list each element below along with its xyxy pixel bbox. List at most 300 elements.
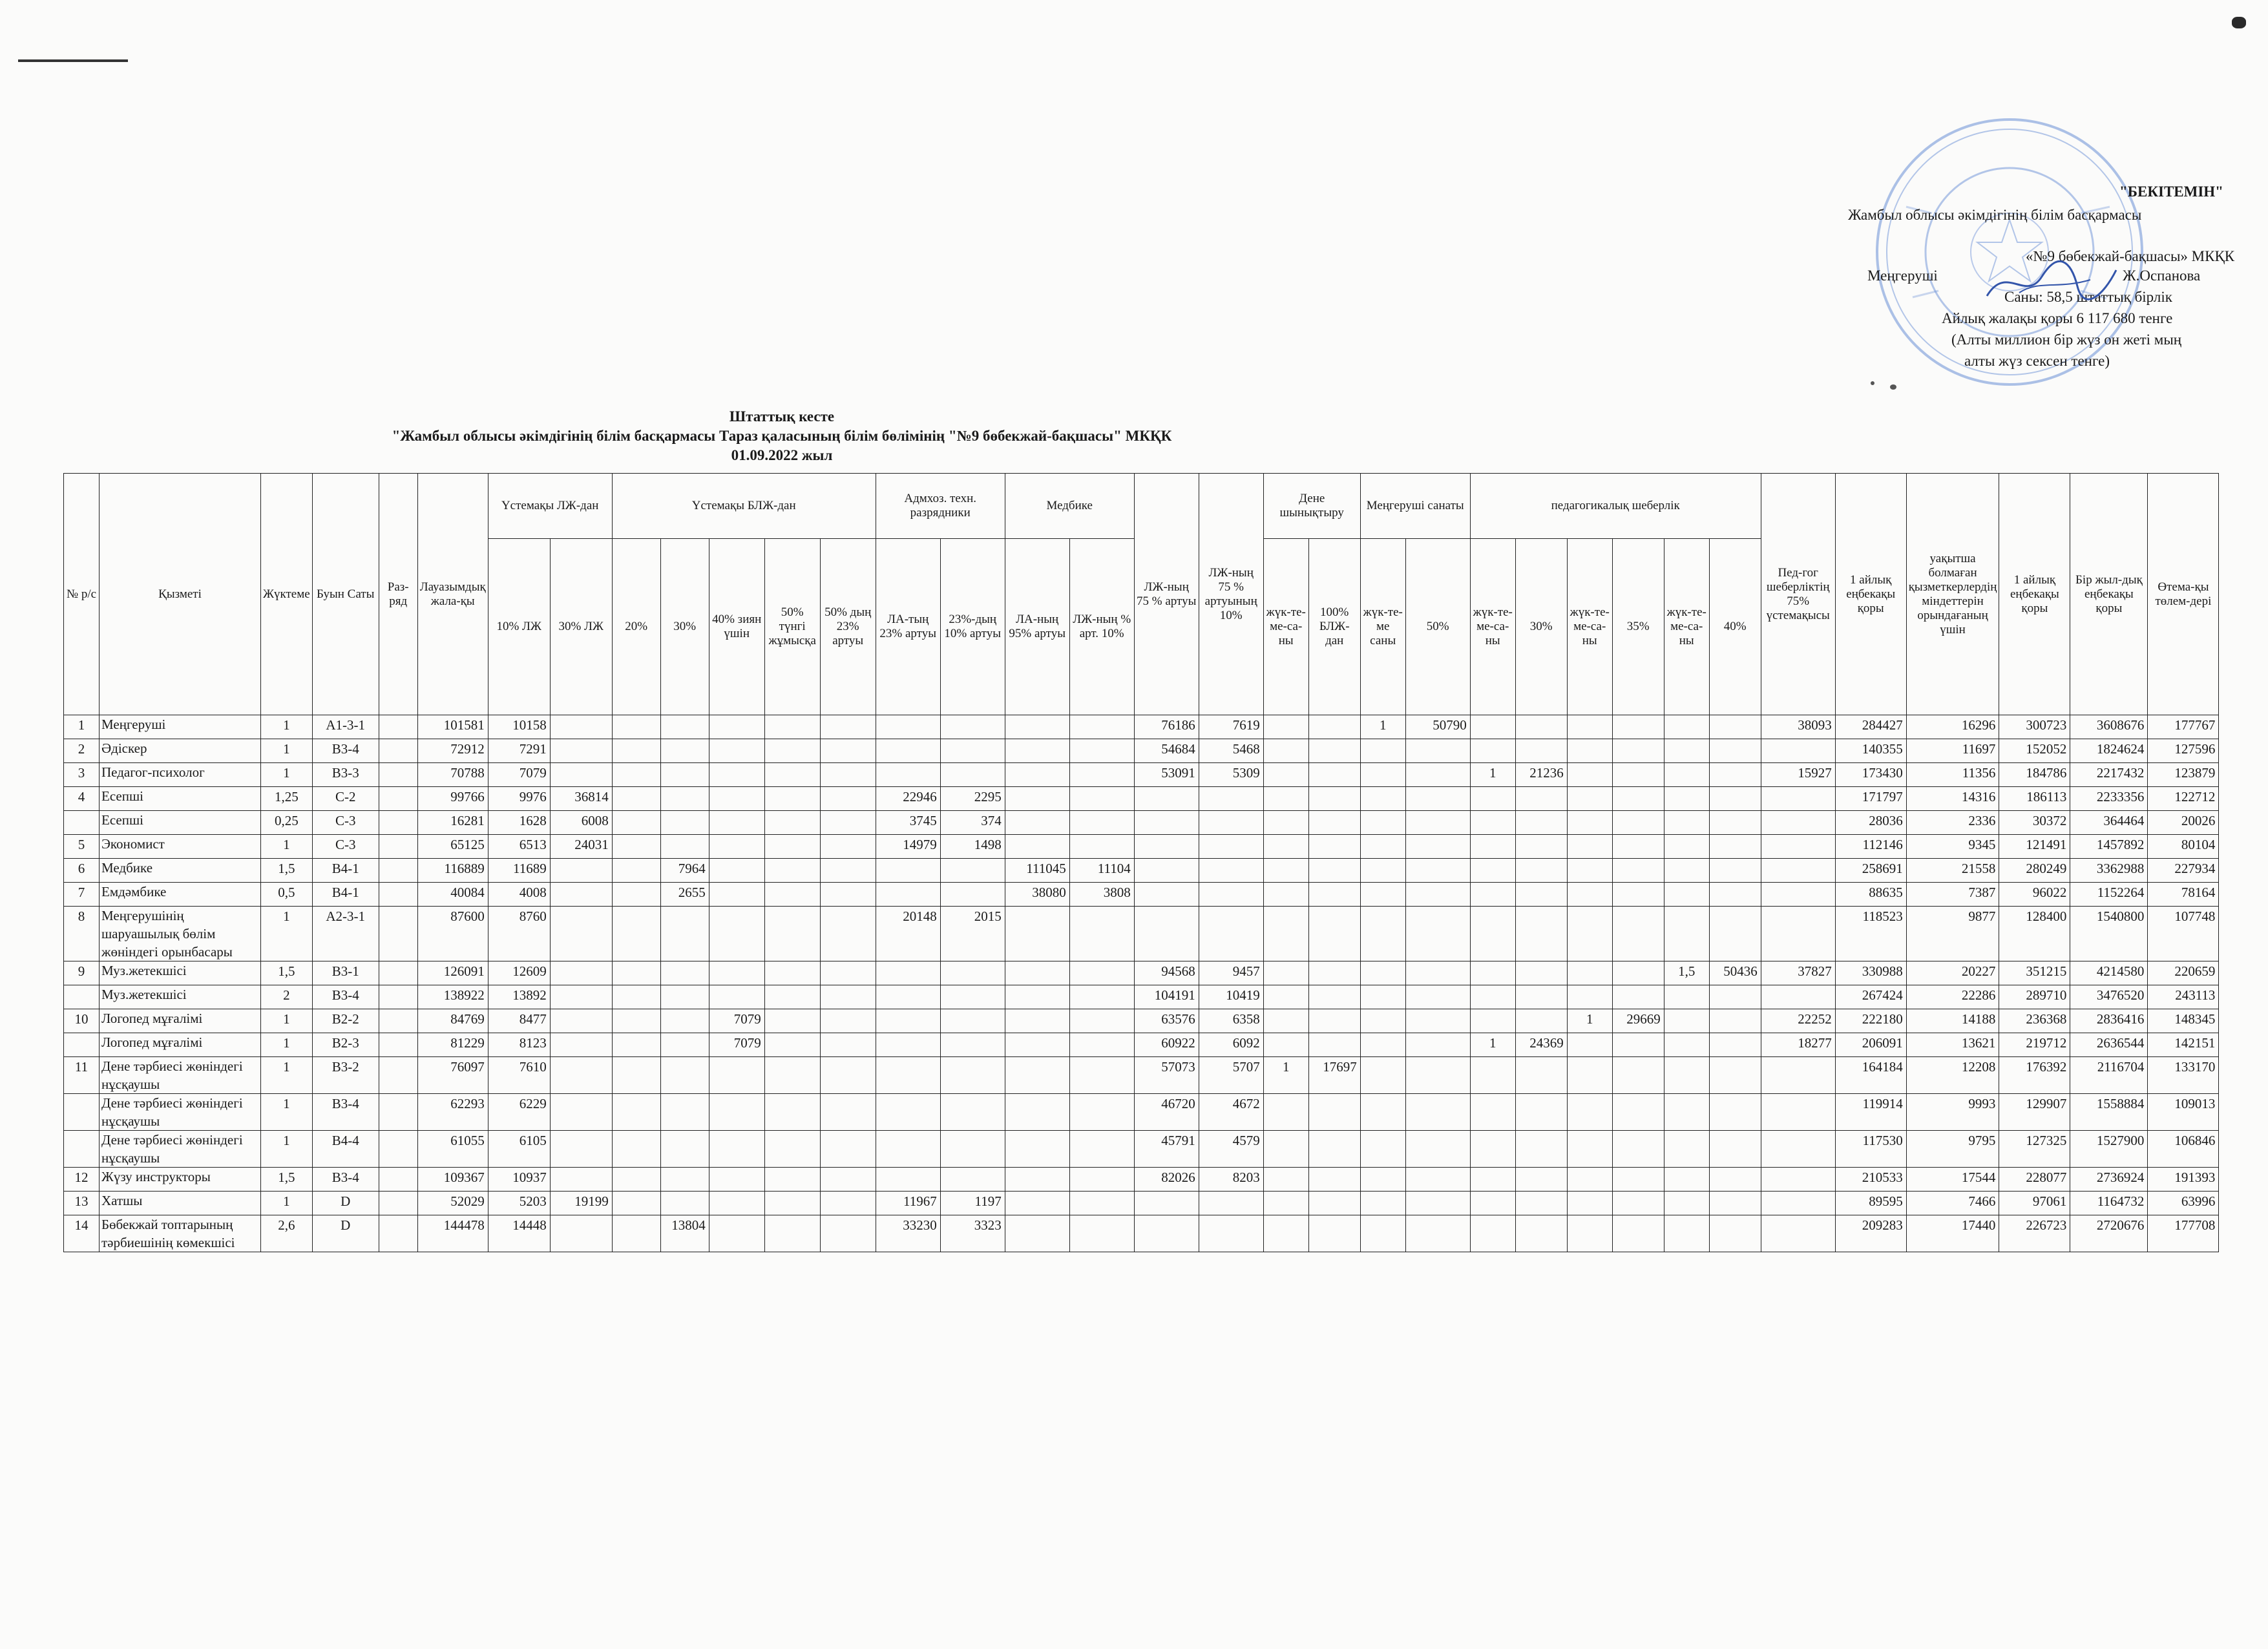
cell-hc50 xyxy=(1405,961,1470,985)
cell-mf2: 184786 xyxy=(1999,763,2070,787)
cell-c20 xyxy=(612,1094,660,1131)
cell-la10 xyxy=(940,859,1005,883)
cell-load: 1 xyxy=(261,1192,313,1215)
cell-pq35 xyxy=(1612,1033,1664,1057)
cell-sal: 16281 xyxy=(417,811,488,835)
cell-pq30 xyxy=(1515,961,1567,985)
cell-b30 xyxy=(550,907,612,961)
cell-c5023 xyxy=(820,1215,876,1252)
cell-c5023 xyxy=(820,1168,876,1192)
cell-b10: 9976 xyxy=(488,787,550,811)
cell-hc xyxy=(1360,883,1405,907)
cell-vac: 13621 xyxy=(1906,1033,1999,1057)
cell-l75t: 5309 xyxy=(1199,763,1263,787)
cell-l75t: 6358 xyxy=(1199,1009,1263,1033)
cell-ph100 xyxy=(1308,1131,1360,1168)
cell-hc xyxy=(1360,1168,1405,1192)
cell-b30 xyxy=(550,1094,612,1131)
cell-pq1 xyxy=(1470,1131,1515,1168)
table-row xyxy=(64,1094,2219,1131)
cell-grade: А2-3-1 xyxy=(312,907,379,961)
cell-l75t: 8203 xyxy=(1199,1168,1263,1192)
cell-hc50 xyxy=(1405,763,1470,787)
col-monthly-fund: 1 айлық еңбекақы қоры xyxy=(1835,474,1906,715)
cell-n: 10 xyxy=(64,1009,100,1033)
cell-p75: 18277 xyxy=(1761,1033,1835,1057)
cell-n: 14 xyxy=(64,1215,100,1252)
cell-c5023 xyxy=(820,1192,876,1215)
cell-l75 xyxy=(1134,907,1199,961)
cell-c5023 xyxy=(820,859,876,883)
cell-la10 xyxy=(940,1094,1005,1131)
approval-fund-words-1: (Алты миллион бір жүз он жеті мың xyxy=(1951,331,2182,348)
cell-c40 xyxy=(709,835,764,859)
cell-yr: 2836416 xyxy=(2070,1009,2148,1033)
cell-b30 xyxy=(550,1009,612,1033)
scan-corner-mark xyxy=(2232,17,2246,28)
cell-rank xyxy=(379,1009,417,1033)
cell-c50 xyxy=(764,715,820,739)
cell-hc xyxy=(1360,1033,1405,1057)
cell-la23 xyxy=(876,1131,940,1168)
col-nurse: Медбике xyxy=(1005,474,1134,539)
cell-n xyxy=(64,1131,100,1168)
cell-rank xyxy=(379,1215,417,1252)
approval-unit: «№9 бөбекжай-бақшасы» МКҚК xyxy=(2026,248,2235,264)
cell-vac: 9877 xyxy=(1906,907,1999,961)
cell-c20 xyxy=(612,883,660,907)
cell-pos: Логопед мұғалімі xyxy=(100,1033,261,1057)
cell-pos: Есепші xyxy=(100,811,261,835)
cell-hc xyxy=(1360,1192,1405,1215)
cell-pq3 xyxy=(1567,907,1612,961)
cell-hc xyxy=(1360,811,1405,835)
cell-l75 xyxy=(1134,787,1199,811)
cell-l75t: 6092 xyxy=(1199,1033,1263,1057)
table-row xyxy=(64,985,2219,1009)
cell-c40: 7079 xyxy=(709,1033,764,1057)
cell-mf2: 30372 xyxy=(1999,811,2070,835)
cell-b30 xyxy=(550,739,612,763)
cell-pq1 xyxy=(1470,1009,1515,1033)
cell-c30 xyxy=(660,1057,709,1094)
cell-pq1: 1 xyxy=(1470,763,1515,787)
cell-la23 xyxy=(876,715,940,739)
approval-head-label: Меңгеруші xyxy=(1867,268,1938,284)
cell-pq35 xyxy=(1612,859,1664,883)
cell-pq4 xyxy=(1664,1192,1709,1215)
cell-n: 6 xyxy=(64,859,100,883)
cell-pos: Бөбекжай топтарының тәрбиешінің көмекшісі xyxy=(100,1215,261,1252)
cell-sal: 109367 xyxy=(417,1168,488,1192)
cell-c20 xyxy=(612,787,660,811)
cell-pq35 xyxy=(1612,985,1664,1009)
cell-pq1 xyxy=(1470,1192,1515,1215)
cell-ph xyxy=(1263,715,1308,739)
cell-hc50 xyxy=(1405,1168,1470,1192)
sub-header: ЛА-ның 95% артуы xyxy=(1005,539,1069,715)
cell-c40: 7079 xyxy=(709,1009,764,1033)
cell-l75 xyxy=(1134,1192,1199,1215)
cell-pq4 xyxy=(1664,715,1709,739)
cell-lzh10 xyxy=(1069,1033,1134,1057)
cell-p75 xyxy=(1761,1192,1835,1215)
cell-p75 xyxy=(1761,835,1835,859)
sub-header: ЛА-тың 23% артуы xyxy=(876,539,940,715)
cell-c5023 xyxy=(820,961,876,985)
cell-mf: 88635 xyxy=(1835,883,1906,907)
cell-n: 13 xyxy=(64,1192,100,1215)
cell-la10 xyxy=(940,1168,1005,1192)
cell-lzh10 xyxy=(1069,1057,1134,1094)
cell-pq1 xyxy=(1470,787,1515,811)
cell-pq30 xyxy=(1515,1131,1567,1168)
cell-mf: 89595 xyxy=(1835,1192,1906,1215)
table-row xyxy=(64,1009,2219,1033)
cell-la23 xyxy=(876,763,940,787)
cell-mf: 222180 xyxy=(1835,1009,1906,1033)
cell-b30 xyxy=(550,859,612,883)
cell-mf: 112146 xyxy=(1835,835,1906,859)
cell-la23 xyxy=(876,1009,940,1033)
cell-b30 xyxy=(550,715,612,739)
cell-pq30 xyxy=(1515,811,1567,835)
cell-ph: 1 xyxy=(1263,1057,1308,1094)
cell-pq30 xyxy=(1515,835,1567,859)
cell-l75 xyxy=(1134,883,1199,907)
cell-pq1 xyxy=(1470,907,1515,961)
cell-l75t: 5468 xyxy=(1199,739,1263,763)
cell-rank xyxy=(379,961,417,985)
cell-pq4 xyxy=(1664,907,1709,961)
cell-c40 xyxy=(709,763,764,787)
cell-la10: 2295 xyxy=(940,787,1005,811)
cell-p75 xyxy=(1761,1215,1835,1252)
cell-grade: В3-4 xyxy=(312,1168,379,1192)
cell-c50 xyxy=(764,1215,820,1252)
cell-n: 5 xyxy=(64,835,100,859)
cell-la10 xyxy=(940,883,1005,907)
cell-b30: 19199 xyxy=(550,1192,612,1215)
cell-pq40 xyxy=(1709,1192,1761,1215)
cell-grade: В2-2 xyxy=(312,1009,379,1033)
cell-lzh10 xyxy=(1069,1192,1134,1215)
cell-b30 xyxy=(550,1168,612,1192)
cell-ph100 xyxy=(1308,1009,1360,1033)
cell-pq3 xyxy=(1567,763,1612,787)
cell-hc50 xyxy=(1405,811,1470,835)
cell-c50 xyxy=(764,787,820,811)
cell-ph xyxy=(1263,739,1308,763)
cell-c50 xyxy=(764,1094,820,1131)
cell-mf: 258691 xyxy=(1835,859,1906,883)
cell-yr: 3476520 xyxy=(2070,985,2148,1009)
cell-load: 1 xyxy=(261,739,313,763)
cell-c30 xyxy=(660,1094,709,1131)
col-grade: Буын Саты xyxy=(312,474,379,715)
cell-pq35 xyxy=(1612,907,1664,961)
cell-la10: 2015 xyxy=(940,907,1005,961)
cell-pq3 xyxy=(1567,883,1612,907)
cell-l75t xyxy=(1199,859,1263,883)
cell-c40 xyxy=(709,907,764,961)
cell-vac: 21558 xyxy=(1906,859,1999,883)
cell-la95 xyxy=(1005,811,1069,835)
cell-sal: 84769 xyxy=(417,1009,488,1033)
cell-c20 xyxy=(612,715,660,739)
document-title: Штаттық кесте xyxy=(729,408,835,425)
cell-mf: 117530 xyxy=(1835,1131,1906,1168)
cell-rank xyxy=(379,859,417,883)
cell-pq4 xyxy=(1664,1057,1709,1094)
cell-load: 1,5 xyxy=(261,859,313,883)
cell-b30 xyxy=(550,1033,612,1057)
cell-pos: Логопед мұғалімі xyxy=(100,1009,261,1033)
cell-ph xyxy=(1263,883,1308,907)
cell-c30: 13804 xyxy=(660,1215,709,1252)
cell-yr: 2233356 xyxy=(2070,787,2148,811)
cell-pos: Меңгерушінің шаруашылық бөлім жөніндегі орынбасары xyxy=(100,907,261,961)
cell-pq4 xyxy=(1664,835,1709,859)
cell-pq30 xyxy=(1515,1192,1567,1215)
cell-p75 xyxy=(1761,1131,1835,1168)
cell-yr: 1152264 xyxy=(2070,883,2148,907)
cell-mf2: 236368 xyxy=(1999,1009,2070,1033)
cell-c30 xyxy=(660,1131,709,1168)
cell-b30: 36814 xyxy=(550,787,612,811)
cell-p75 xyxy=(1761,787,1835,811)
cell-load: 1 xyxy=(261,763,313,787)
sub-header: 40% xyxy=(1709,539,1761,715)
cell-l75t: 5707 xyxy=(1199,1057,1263,1094)
cell-mf2: 97061 xyxy=(1999,1192,2070,1215)
cell-ph xyxy=(1263,763,1308,787)
cell-n: 9 xyxy=(64,961,100,985)
cell-pq3 xyxy=(1567,961,1612,985)
cell-pq4 xyxy=(1664,1168,1709,1192)
cell-pq40 xyxy=(1709,1215,1761,1252)
cell-hc50 xyxy=(1405,1057,1470,1094)
cell-c20 xyxy=(612,739,660,763)
cell-mf: 171797 xyxy=(1835,787,1906,811)
cell-ph100: 17697 xyxy=(1308,1057,1360,1094)
cell-l75: 46720 xyxy=(1134,1094,1199,1131)
cell-l75t xyxy=(1199,811,1263,835)
cell-c30 xyxy=(660,835,709,859)
cell-b10: 6229 xyxy=(488,1094,550,1131)
cell-c20 xyxy=(612,1057,660,1094)
col-annual-fund: Бір жыл-дық еңбекақы қоры xyxy=(2070,474,2148,715)
cell-c40 xyxy=(709,715,764,739)
cell-ph100 xyxy=(1308,1094,1360,1131)
cell-b10: 1628 xyxy=(488,811,550,835)
cell-mf2: 176392 xyxy=(1999,1057,2070,1094)
cell-la10 xyxy=(940,1009,1005,1033)
cell-c40 xyxy=(709,859,764,883)
cell-pq1 xyxy=(1470,715,1515,739)
cell-pq1 xyxy=(1470,1057,1515,1094)
cell-b30 xyxy=(550,883,612,907)
cell-la23 xyxy=(876,1033,940,1057)
cell-b10: 7079 xyxy=(488,763,550,787)
cell-c50 xyxy=(764,859,820,883)
cell-hc xyxy=(1360,907,1405,961)
cell-p75 xyxy=(1761,739,1835,763)
cell-c5023 xyxy=(820,1131,876,1168)
cell-p75 xyxy=(1761,907,1835,961)
cell-l75: 104191 xyxy=(1134,985,1199,1009)
cell-hc50 xyxy=(1405,907,1470,961)
cell-yr: 1457892 xyxy=(2070,835,2148,859)
cell-p75 xyxy=(1761,883,1835,907)
approval-count: Саны: 58,5 штаттық бірлік xyxy=(2004,289,2172,305)
cell-lzh10 xyxy=(1069,1009,1134,1033)
cell-hc xyxy=(1360,1009,1405,1033)
cell-pq40 xyxy=(1709,835,1761,859)
cell-comp: 78164 xyxy=(2148,883,2219,907)
cell-ph100 xyxy=(1308,1168,1360,1192)
cell-mf2: 300723 xyxy=(1999,715,2070,739)
cell-vac: 17544 xyxy=(1906,1168,1999,1192)
cell-lzh10 xyxy=(1069,787,1134,811)
cell-comp: 148345 xyxy=(2148,1009,2219,1033)
cell-comp: 133170 xyxy=(2148,1057,2219,1094)
cell-mf2: 289710 xyxy=(1999,985,2070,1009)
cell-lzh10 xyxy=(1069,1094,1134,1131)
col-ped: педагогикалық шеберлік xyxy=(1470,474,1761,539)
cell-yr: 364464 xyxy=(2070,811,2148,835)
cell-hc50 xyxy=(1405,1215,1470,1252)
cell-mf: 206091 xyxy=(1835,1033,1906,1057)
cell-c20 xyxy=(612,1192,660,1215)
cell-load: 1,5 xyxy=(261,961,313,985)
cell-pq3 xyxy=(1567,1131,1612,1168)
cell-vac: 16296 xyxy=(1906,715,1999,739)
cell-pq1 xyxy=(1470,883,1515,907)
cell-c40 xyxy=(709,1215,764,1252)
cell-hc50 xyxy=(1405,787,1470,811)
cell-pq30 xyxy=(1515,1168,1567,1192)
col-salary: Лауазымдық жала-қы xyxy=(417,474,488,715)
cell-b30 xyxy=(550,763,612,787)
cell-pq3 xyxy=(1567,1033,1612,1057)
cell-ph xyxy=(1263,1168,1308,1192)
cell-la23: 11967 xyxy=(876,1192,940,1215)
cell-mf: 140355 xyxy=(1835,739,1906,763)
cell-pq40 xyxy=(1709,859,1761,883)
cell-lzh10 xyxy=(1069,1131,1134,1168)
cell-grade: В4-1 xyxy=(312,883,379,907)
cell-l75t: 10419 xyxy=(1199,985,1263,1009)
cell-sal: 72912 xyxy=(417,739,488,763)
sub-header: 35% xyxy=(1612,539,1664,715)
cell-pq1 xyxy=(1470,739,1515,763)
cell-b30 xyxy=(550,1057,612,1094)
col-bonus-blzh: Үстемақы БЛЖ-дан xyxy=(612,474,876,539)
cell-pq40 xyxy=(1709,907,1761,961)
cell-pq35 xyxy=(1612,763,1664,787)
cell-pq35 xyxy=(1612,811,1664,835)
cell-lzh10 xyxy=(1069,961,1134,985)
table-row xyxy=(64,715,2219,739)
cell-c5023 xyxy=(820,1057,876,1094)
cell-n xyxy=(64,985,100,1009)
cell-pq3 xyxy=(1567,811,1612,835)
cell-mf2: 280249 xyxy=(1999,859,2070,883)
cell-la23: 14979 xyxy=(876,835,940,859)
cell-l75t: 7619 xyxy=(1199,715,1263,739)
cell-la23: 20148 xyxy=(876,907,940,961)
cell-pos: Медбике xyxy=(100,859,261,883)
cell-hc xyxy=(1360,1131,1405,1168)
cell-c50 xyxy=(764,1192,820,1215)
cell-l75: 60922 xyxy=(1134,1033,1199,1057)
cell-mf2: 351215 xyxy=(1999,961,2070,985)
cell-hc50 xyxy=(1405,883,1470,907)
cell-la23 xyxy=(876,739,940,763)
cell-pq40 xyxy=(1709,1009,1761,1033)
cell-l75: 82026 xyxy=(1134,1168,1199,1192)
cell-la23 xyxy=(876,859,940,883)
table-row xyxy=(64,787,2219,811)
cell-b30 xyxy=(550,961,612,985)
cell-mf: 210533 xyxy=(1835,1168,1906,1192)
cell-pq40 xyxy=(1709,1033,1761,1057)
cell-la10 xyxy=(940,715,1005,739)
cell-pq1 xyxy=(1470,859,1515,883)
cell-pq1 xyxy=(1470,985,1515,1009)
table-row xyxy=(64,1033,2219,1057)
cell-p75: 22252 xyxy=(1761,1009,1835,1033)
cell-yr: 2636544 xyxy=(2070,1033,2148,1057)
cell-c20 xyxy=(612,985,660,1009)
cell-mf2: 186113 xyxy=(1999,787,2070,811)
cell-c50 xyxy=(764,907,820,961)
cell-mf2: 219712 xyxy=(1999,1033,2070,1057)
approval-heading: "БЕКІТЕМІН" xyxy=(2119,184,2223,200)
cell-lzh10: 11104 xyxy=(1069,859,1134,883)
cell-yr: 1164732 xyxy=(2070,1192,2148,1215)
cell-hc50 xyxy=(1405,1009,1470,1033)
cell-mf: 284427 xyxy=(1835,715,1906,739)
cell-load: 1 xyxy=(261,1033,313,1057)
cell-b10: 7291 xyxy=(488,739,550,763)
cell-ph100 xyxy=(1308,739,1360,763)
cell-ph100 xyxy=(1308,1033,1360,1057)
cell-pq4 xyxy=(1664,763,1709,787)
cell-pos: Меңгеруші xyxy=(100,715,261,739)
cell-c5023 xyxy=(820,1033,876,1057)
cell-ph xyxy=(1263,859,1308,883)
cell-lzh10 xyxy=(1069,835,1134,859)
cell-pq40 xyxy=(1709,1094,1761,1131)
table-row xyxy=(64,1215,2219,1252)
cell-grade: В3-3 xyxy=(312,763,379,787)
cell-la95 xyxy=(1005,787,1069,811)
cell-mf: 209283 xyxy=(1835,1215,1906,1252)
cell-rank xyxy=(379,907,417,961)
cell-b10: 7610 xyxy=(488,1057,550,1094)
cell-hc50 xyxy=(1405,739,1470,763)
table-row xyxy=(64,739,2219,763)
cell-c5023 xyxy=(820,1009,876,1033)
cell-c30 xyxy=(660,1033,709,1057)
cell-ph xyxy=(1263,1033,1308,1057)
col-load: Жүктеме xyxy=(261,474,313,715)
cell-load: 1,5 xyxy=(261,1168,313,1192)
document-date: 01.09.2022 жыл xyxy=(731,447,833,463)
cell-pq30 xyxy=(1515,859,1567,883)
